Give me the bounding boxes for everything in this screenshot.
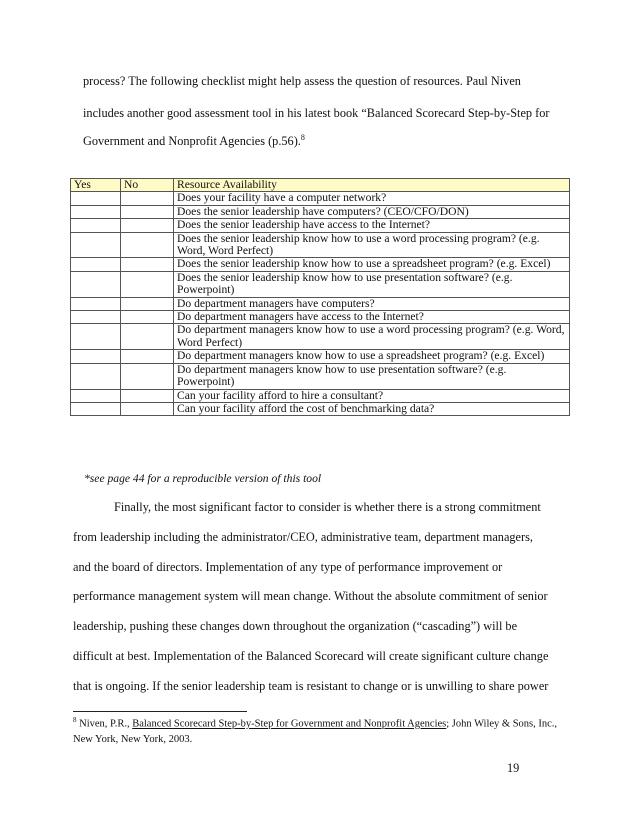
- intro-line-3: [83, 134, 573, 149]
- question-cell: Does the senior leadership have access to the Internet?: [174, 219, 570, 232]
- resource-checklist-table: [70, 178, 570, 416]
- question-cell: Do department managers know how to use presentation software? (e.g. Powerpoint): [174, 363, 570, 389]
- no-cell: [121, 324, 174, 350]
- table-row: [71, 258, 570, 271]
- footnote-line-2: New York, New York, 2003.: [73, 733, 193, 745]
- question-cell: Do department managers know how to use a word processing program? (e.g. Word, Word Perfect): [174, 324, 570, 350]
- no-cell: [121, 311, 174, 324]
- no-cell: [121, 258, 174, 271]
- body-line-4: performance management system will mean change. Without the absolute commitment of senior: [73, 589, 548, 603]
- footnote-author: Niven, P.R.,: [76, 718, 133, 730]
- table-row: [71, 389, 570, 402]
- no-cell: [121, 192, 174, 205]
- intro-line-1: process? The following checklist might help assess the question of resources. Paul Niven: [83, 74, 521, 88]
- table-row: [71, 350, 570, 363]
- intro-line-3-text: Government and Nonprofit Agencies (p.56).: [83, 134, 301, 148]
- yes-cell: [71, 350, 121, 363]
- no-cell: [121, 271, 174, 297]
- yes-cell: [71, 402, 121, 415]
- table-row: [71, 205, 570, 218]
- question-cell: Does the senior leadership know how to use presentation software? (e.g. Powerpoint): [174, 271, 570, 297]
- no-cell: [121, 402, 174, 415]
- yes-cell: [71, 232, 121, 258]
- body-line-7: that is ongoing. If the senior leadership team is resistant to change or is unwilling to share power: [73, 679, 549, 693]
- yes-cell: [71, 324, 121, 350]
- yes-cell: [71, 311, 121, 324]
- yes-cell: [71, 219, 121, 232]
- no-cell: [121, 363, 174, 389]
- header-resource: Resource Availability: [174, 179, 570, 192]
- intro-line-2: includes another good assessment tool in his latest book “Balanced Scorecard Step-by-Step for: [83, 106, 550, 120]
- question-cell: Does the senior leadership have computers? (CEO/CFO/DON): [174, 205, 570, 218]
- table-row: [71, 232, 570, 258]
- table-row: [71, 271, 570, 297]
- yes-cell: [71, 258, 121, 271]
- table-note: *see page 44 for a reproducible version of this tool: [84, 472, 322, 485]
- table-row: [71, 402, 570, 415]
- question-cell: Do department managers know how to use a spreadsheet program? (e.g. Excel): [174, 350, 570, 363]
- yes-cell: [71, 297, 121, 310]
- no-cell: [121, 219, 174, 232]
- question-cell: Does the senior leadership know how to use a spreadsheet program? (e.g. Excel): [174, 258, 570, 271]
- body-line-3: and the board of directors. Implementation of any type of performance improvement or: [73, 560, 503, 574]
- body-line-1: Finally, the most significant factor to consider is whether there is a strong commitment: [114, 500, 541, 514]
- page-number: 19: [507, 761, 520, 775]
- no-cell: [121, 297, 174, 310]
- no-cell: [121, 232, 174, 258]
- no-cell: [121, 389, 174, 402]
- table-header-row: [71, 179, 570, 192]
- no-cell: [121, 350, 174, 363]
- no-cell: [121, 205, 174, 218]
- table-row: [71, 324, 570, 350]
- body-line-6: difficult at best. Implementation of the Balanced Scorecard will create significant culture change: [73, 649, 549, 663]
- footnote-ref: 8: [300, 132, 305, 142]
- yes-cell: [71, 363, 121, 389]
- yes-cell: [71, 271, 121, 297]
- question-cell: Does your facility have a computer network?: [174, 192, 570, 205]
- question-cell: Does the senior leadership know how to use a word processing program? (e.g. Word, Word Perfect): [174, 232, 570, 258]
- body-line-2: from leadership including the administrator/CEO, administrative team, department managers,: [73, 530, 533, 544]
- yes-cell: [71, 205, 121, 218]
- table-row: [71, 192, 570, 205]
- footnote-number: 8: [73, 716, 77, 724]
- header-no: No: [121, 179, 174, 192]
- yes-cell: [71, 389, 121, 402]
- footnote-separator: [73, 711, 247, 712]
- question-cell: Can your facility afford to hire a consultant?: [174, 389, 570, 402]
- table-row: [71, 219, 570, 232]
- body-line-5: leadership, pushing these changes down throughout the organization (“cascading”) will be: [73, 619, 518, 633]
- table-row: [71, 311, 570, 324]
- table-row: [71, 297, 570, 310]
- footnote: [73, 713, 573, 747]
- table-row: [71, 363, 570, 389]
- header-yes: Yes: [71, 179, 121, 192]
- footnote-book-title: Balanced Scorecard Step-by-Step for Government and Nonprofit Agencies: [132, 718, 447, 730]
- question-cell: Do department managers have computers?: [174, 297, 570, 310]
- question-cell: Can your facility afford the cost of benchmarking data?: [174, 402, 570, 415]
- question-cell: Do department managers have access to the Internet?: [174, 311, 570, 324]
- footnote-publisher: ; John Wiley & Sons, Inc.,: [446, 718, 558, 730]
- yes-cell: [71, 192, 121, 205]
